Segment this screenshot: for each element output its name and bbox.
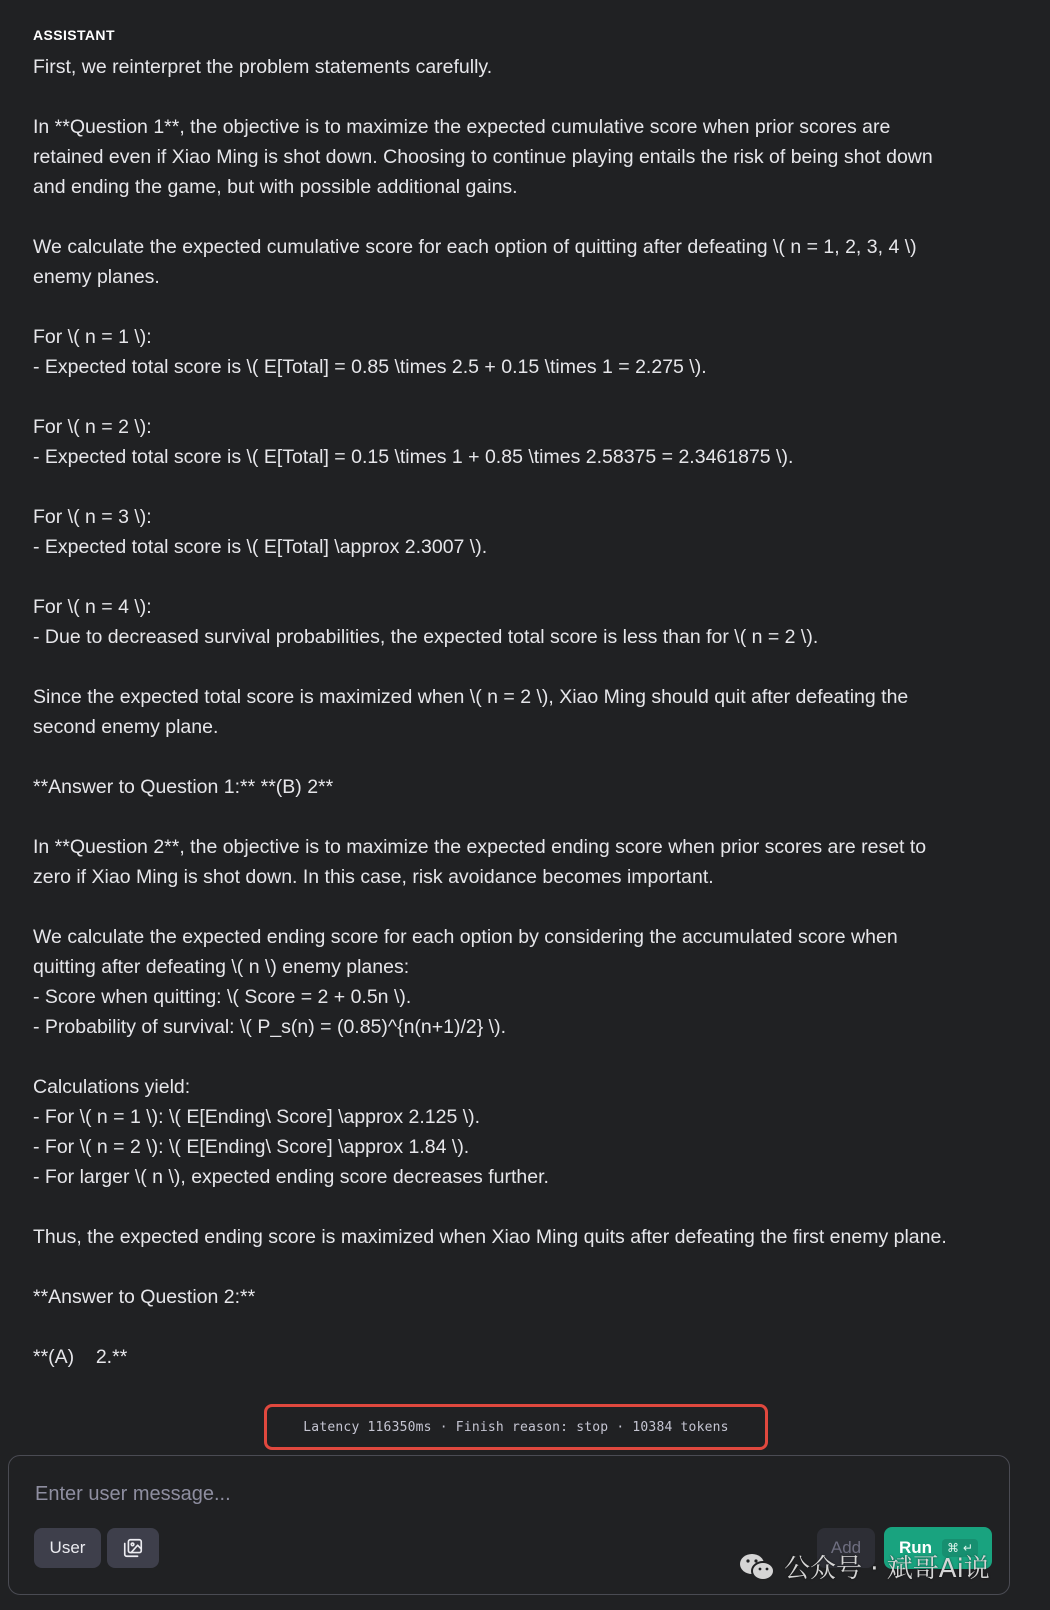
assistant-message (33, 52, 1018, 1372)
message-paragraph (33, 682, 1018, 742)
message-paragraph (33, 322, 1018, 382)
add-message-label: Add (830, 1538, 862, 1557)
message-paragraph (33, 772, 1018, 802)
message-line: zero if Xiao Ming is shot down. In this case, risk avoidance becomes important. (33, 866, 714, 888)
wechat-icon (738, 1551, 776, 1583)
image-icon (122, 1537, 144, 1559)
attach-image-button[interactable] (107, 1528, 159, 1568)
message-line: - Expected total score is \( E[Total] = 0.15 \times 1 + 0.85 \times 2.58375 = 2.3461875 \). (33, 446, 794, 468)
message-line: - Due to decreased survival probabilities, the expected total score is less than for \( n = 2 \). (33, 626, 819, 648)
message-paragraph (33, 1072, 1018, 1192)
message-line: In **Question 1**, the objective is to maximize the expected cumulative score when prior scores are (33, 116, 891, 138)
message-line: and ending the game, but with possible additional gains. (33, 176, 518, 198)
message-line: For \( n = 3 \): (33, 506, 152, 528)
role-label: ASSISTANT (33, 27, 115, 43)
role-toggle-label: User (49, 1538, 86, 1557)
response-meta: Latency 116350ms · Finish reason: stop · 10384 tokens (303, 1419, 729, 1435)
message-paragraph (33, 922, 1018, 1042)
message-line: - Expected total score is \( E[Total] \approx 2.3007 \). (33, 536, 488, 558)
message-line: enemy planes. (33, 266, 160, 288)
message-line: **Answer to Question 1:** **(B) 2** (33, 776, 334, 798)
message-line: For \( n = 2 \): (33, 416, 152, 438)
message-line: **Answer to Question 2:** (33, 1286, 256, 1308)
run-shortcut: ⌘ ↵ (942, 1539, 978, 1557)
message-paragraph (33, 412, 1018, 472)
message-line: We calculate the expected cumulative score for each option of quitting after defeating \( n = 1, 2, 3, 4 \) (33, 236, 917, 258)
user-message-input[interactable] (33, 1476, 937, 1512)
message-paragraph (33, 1282, 1018, 1312)
watermark (738, 1548, 990, 1585)
message-line: - Expected total score is \( E[Total] = 0.85 \times 2.5 + 0.15 \times 1 = 2.275 \). (33, 356, 707, 378)
message-line: Calculations yield: (33, 1076, 191, 1098)
message-paragraph (33, 1222, 1018, 1252)
message-paragraph (33, 502, 1018, 562)
message-line: For \( n = 4 \): (33, 596, 152, 618)
message-line: Since the expected total score is maximized when \( n = 2 \), Xiao Ming should quit after defeating the (33, 686, 909, 708)
message-line: retained even if Xiao Ming is shot down. Choosing to continue playing entails the risk of being shot down (33, 146, 933, 168)
role-toggle-button[interactable] (34, 1528, 101, 1568)
message-line: second enemy plane. (33, 716, 219, 738)
message-paragraph (33, 232, 1018, 292)
response-meta-highlight (264, 1404, 768, 1450)
watermark-text: 公众号 · 斌哥Ai说 (784, 1554, 990, 1584)
message-paragraph (33, 1342, 1018, 1372)
message-line: Thus, the expected ending score is maximized when Xiao Ming quits after defeating the first enemy plane. (33, 1226, 947, 1248)
message-line: - For \( n = 2 \): \( E[Ending\ Score] \approx 1.84 \). (33, 1136, 470, 1158)
message-line: First, we reinterpret the problem statements carefully. (33, 56, 493, 78)
message-line: **(A) 2.** (33, 1346, 128, 1368)
message-line: - For larger \( n \), expected ending score decreases further. (33, 1166, 549, 1188)
run-label: Run (899, 1538, 933, 1557)
message-paragraph (33, 832, 1018, 892)
message-line: - For \( n = 1 \): \( E[Ending\ Score] \approx 2.125 \). (33, 1106, 481, 1128)
message-line: - Probability of survival: \( P_s(n) = (0.85)^{n(n+1)/2} \). (33, 1016, 507, 1038)
message-line: In **Question 2**, the objective is to maximize the expected ending score when prior scores are reset to (33, 836, 927, 858)
message-paragraph (33, 112, 1018, 202)
message-paragraph (33, 52, 1018, 82)
message-line: For \( n = 1 \): (33, 326, 152, 348)
message-line: We calculate the expected ending score for each option by considering the accumulated score when (33, 926, 898, 948)
message-line: quitting after defeating \( n \) enemy planes: (33, 956, 410, 978)
message-paragraph (33, 592, 1018, 652)
message-line: - Score when quitting: \( Score = 2 + 0.5n \). (33, 986, 412, 1008)
